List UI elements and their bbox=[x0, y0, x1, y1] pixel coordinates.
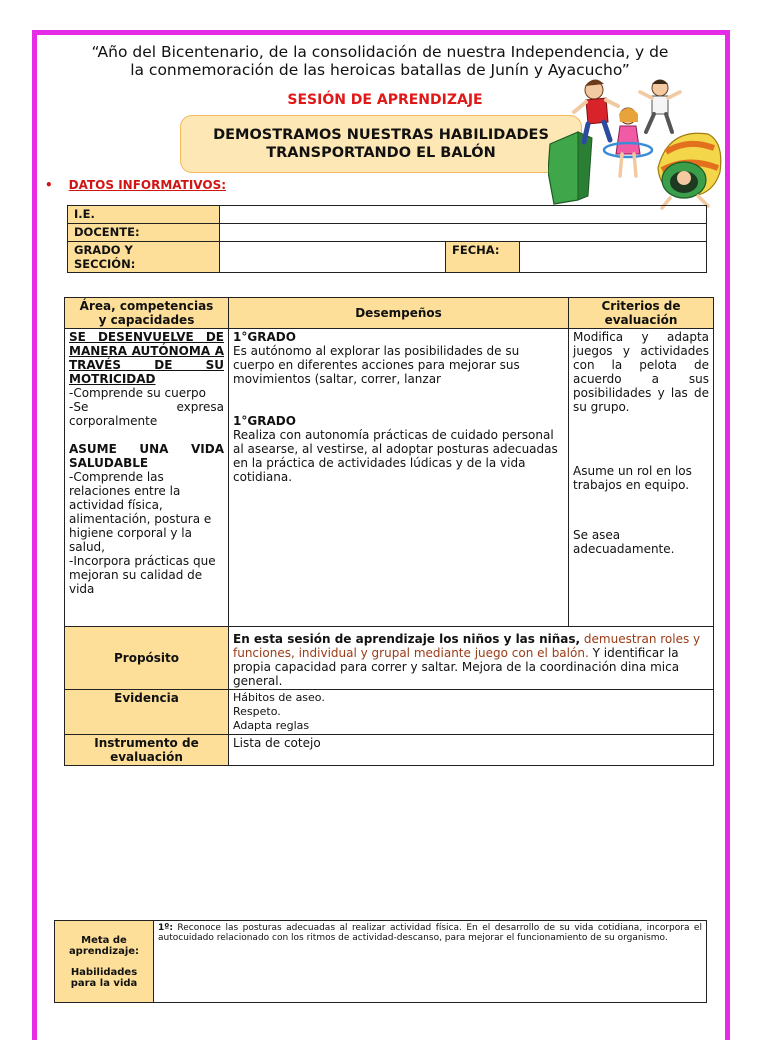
datos-informativos-table bbox=[67, 205, 707, 273]
desempeno-2-grade: 1°GRADO bbox=[233, 414, 296, 428]
evidencia-label: Evidencia bbox=[65, 690, 229, 735]
table-row bbox=[65, 329, 714, 627]
proposito-cell bbox=[229, 627, 714, 690]
area-header bbox=[65, 298, 229, 329]
evidencia-item: Respeto. bbox=[233, 705, 281, 718]
spacer bbox=[573, 414, 709, 464]
proposito-rest-text: Y identificar la propia capacidad para correr y saltar. Mejora de la coordinación dina mica general. bbox=[233, 646, 680, 688]
spacer bbox=[233, 386, 564, 414]
spacer bbox=[59, 957, 149, 967]
criterios-header-line-2: evaluación bbox=[604, 313, 678, 327]
year-motto-line-2: la conmemoración de las heroicas batallas de Junín y Ayacucho” bbox=[130, 61, 630, 79]
table-row bbox=[65, 627, 714, 690]
competence-2-title: ASUME UNA VIDA SALUDABLE bbox=[69, 442, 224, 470]
criterios-header-line-1: Criterios de bbox=[601, 299, 681, 313]
spacer bbox=[69, 428, 224, 442]
grado-label-line-2: SECCIÓN: bbox=[74, 257, 136, 271]
docente-field[interactable] bbox=[220, 224, 707, 242]
habilidades-label: Habilidades para la vida bbox=[70, 966, 138, 989]
session-theme-box bbox=[180, 115, 582, 173]
desempenos-cell bbox=[229, 329, 569, 627]
table-row bbox=[65, 690, 714, 735]
desempeno-2-text: Realiza con autonomía prácticas de cuidado personal al asearse, al vestirse, al adoptar posturas adecuadas en la práctica de actividades lúdicas y de la vida cotidiana. bbox=[233, 428, 558, 484]
evidencia-item: Adapta reglas bbox=[233, 719, 310, 732]
competence-1-title: SE DESENVUELVE DE MANERA AUTÓNOMA A TRAVÉS DE SU MOTRICIDAD bbox=[69, 330, 224, 386]
competence-2-capacity-2: -Incorpora prácticas que mejoran su calidad de vida bbox=[69, 554, 216, 596]
competencias-cell bbox=[65, 329, 229, 627]
fecha-label: FECHA: bbox=[446, 242, 520, 273]
evidencia-cell bbox=[229, 690, 714, 735]
meta-text-cell bbox=[154, 921, 707, 1003]
table-row bbox=[68, 242, 707, 273]
table-row bbox=[65, 735, 714, 766]
ie-field[interactable] bbox=[220, 206, 707, 224]
meta-grade-bold: 1º: bbox=[158, 923, 173, 933]
area-header-line-2: y capacidades bbox=[98, 313, 195, 327]
proposito-bold-text: En esta sesión de aprendizaje los niños y las niñas, bbox=[233, 632, 581, 646]
meta-text: Reconoce las posturas adecuadas al realizar actividad física. En el desarrollo de su vida cotidiana, incorpora el autocuidado relacionado con los ritmos de actividad-descanso, para mejorar el funcionamiento de su organismo. bbox=[158, 923, 702, 943]
fecha-field[interactable] bbox=[520, 242, 707, 273]
criterio-2: Asume un rol en los trabajos en equipo. bbox=[573, 464, 692, 492]
instrumento-label-line-1: Instrumento de bbox=[94, 736, 199, 750]
session-title: SESIÓN DE APRENDIZAJE bbox=[287, 92, 483, 108]
table-row bbox=[68, 206, 707, 224]
datos-informativos-heading bbox=[45, 178, 226, 192]
meta-aprendizaje-table bbox=[54, 920, 707, 1003]
competence-1-capacity-1: -Comprende su cuerpo bbox=[69, 386, 206, 400]
table-row bbox=[55, 921, 707, 1003]
instrumento-value: Lista de cotejo bbox=[229, 735, 714, 766]
planning-table bbox=[64, 297, 714, 766]
bullet-point: • bbox=[45, 178, 53, 192]
spacer bbox=[573, 492, 709, 528]
criterio-3: Se asea adecuadamente. bbox=[573, 528, 675, 556]
criterio-1: Modifica y adapta juegos y actividades con la pelota de acuerdo a sus posibilidades y las de su grupo. bbox=[573, 330, 709, 414]
proposito-label: Propósito bbox=[65, 627, 229, 690]
criterios-header bbox=[569, 298, 714, 329]
instrumento-label-line-2: evaluación bbox=[110, 750, 183, 764]
desempeno-1-grade: 1°GRADO bbox=[233, 330, 296, 344]
year-motto-line-1: “Año del Bicentenario, de la consolidación de nuestra Independencia, y de bbox=[91, 43, 669, 61]
area-header-line-1: Área, competencias bbox=[79, 299, 214, 313]
evidencia-item: Hábitos de aseo. bbox=[233, 691, 325, 704]
proposito-highlight-text: demuestran roles y funciones, individual y grupal mediante juego con el balón. bbox=[233, 632, 701, 660]
competence-1-capacity-2: -Se expresa corporalmente bbox=[69, 400, 224, 428]
children-playing-clipart bbox=[548, 72, 726, 210]
docente-label: DOCENTE: bbox=[68, 224, 220, 242]
table-row bbox=[68, 224, 707, 242]
grado-seccion-field[interactable] bbox=[220, 242, 446, 273]
grado-seccion-label bbox=[68, 242, 220, 273]
table-header-row bbox=[65, 298, 714, 329]
instrumento-label bbox=[65, 735, 229, 766]
theme-line-1: DEMOSTRAMOS NUESTRAS HABILIDADES bbox=[213, 127, 549, 143]
desempeno-1-text: Es autónomo al explorar las posibilidades de su cuerpo en diferentes acciones para mejorar sus movimientos (saltar, correr, lanzar bbox=[233, 344, 520, 386]
grado-label-line-1: GRADO Y bbox=[74, 243, 133, 257]
meta-label-cell bbox=[55, 921, 154, 1003]
meta-label: Meta de aprendizaje: bbox=[68, 934, 140, 957]
criterios-cell bbox=[569, 329, 714, 627]
ie-label: I.E. bbox=[68, 206, 220, 224]
theme-line-2: TRANSPORTANDO EL BALÓN bbox=[266, 145, 496, 161]
desempenos-header: Desempeños bbox=[229, 298, 569, 329]
competence-2-capacity-1: -Comprende las relaciones entre la actividad física, alimentación, postura e higiene corporal y la salud, bbox=[69, 470, 212, 554]
datos-informativos-label: DATOS INFORMATIVOS: bbox=[68, 178, 227, 192]
